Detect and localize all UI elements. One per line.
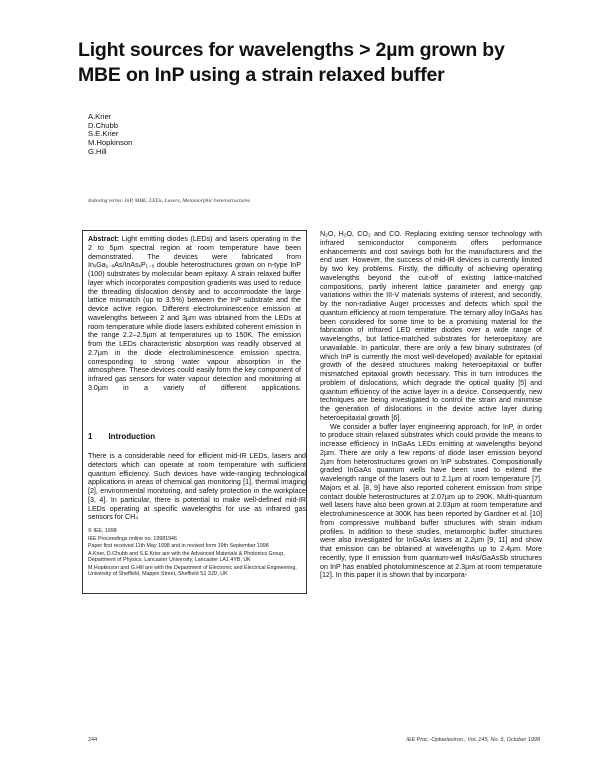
author: A.Krier — [88, 112, 112, 121]
section-number: 1 — [88, 432, 93, 441]
author: D.Chubb — [88, 120, 118, 130]
paper-title: Light sources for wavelengths > 2µm grown by MBE on InP using a strain relaxed buffer — [78, 39, 505, 86]
author: M.Hopkinson — [88, 138, 133, 148]
footnote-doi: IEE Proceedings online no. 19981946 — [88, 535, 177, 542]
intro-column-left — [88, 452, 306, 522]
body-paragraph: We consider a buffer layer engineering approach, for InP, in order to produce strain relaxed substrates which could provide the means to increase efficiency in InGaAs LEDs emitting at wavelengths beyond 2µm. There are only a few reports of diode laser emission beyond 2µm from heterostructures grown on InP substrates. Compositionally graded InGaAs quantum wells have been used to extend the wavelength range of the lasers out to 2.1µm at room temperature [7]. Majors et al. [8, 9] have also reported coherent emission from stripe contact double heterostructures at 2.07µm up to 290K. Multi-quantum well lasers have also been grown at 2.03µm at room temperature and electroluminescence at 300K has been reported by Gardner et al. [10] from compressive multiband buffer structures with strain indium profiles. In addition to these studies, metamorphic buffer structures were also investigated for InGaAs lasers at 2.2µm [9, 11] and show that emission can be obtained at wavelengths up to 2.4µm. More recently, type II emission from quantum-well InAs/GaAsSb structures on InP has enabled photoluminescence at 2.3µm at room temperature [12]. In this paper it is shown that by incorpora- — [320, 422, 542, 580]
page-number: 244 — [88, 737, 98, 743]
abstract-paragraph — [88, 235, 301, 401]
journal-footer: IEE Proc.-Optoelectron., Vol. 145, No. 5, October 1998 — [406, 737, 540, 743]
author: G.Hill — [88, 146, 107, 156]
abstract-label: Abstract: — [88, 235, 120, 243]
section-heading — [88, 432, 171, 441]
author-list — [88, 113, 132, 157]
body-column-right — [320, 230, 542, 580]
body-paragraph: N₂O, H₂O, CO₂ and CO. Replacing existing sensor technology with infrared semiconductor components offers performance enhancements and cost savings both for the manufacturers and the end user. However, the success of mid-IR devices is currently limited by two key problems. Firstly, the difficulty of achieving operating wavelengths beyond the cut-off of existing lattice-matched compositions, partly inherent lattice parameter and energy gap variations within the III-V materials systems of interest, and secondly, by the non-radiative Auger processes and defects which spoil the quantum efficiency at room temperature. The ternary alloy InGaAs has been considered for some time to be a promising material for the fabrication of infrared LED emitter diodes over a wide range of wavelengths, but lattice-matched substrates for heteroepitaxy are unavailable. In particular, there are only a few binary substrates (of which InP is currently the most well-developed) available for epitaxial growth of the desired structures making heteroepitaxial or buffer mismatched epitaxial growth necessary. This in turn introduces the problem of dislocations, which degrade the optical quality [5] and quantum efficiency of the active layer in a device. Consequently, new techniques are being investigated to control the strain and minimise the generation of dislocations in the device active layer during heteroepitaxial growth [6]. — [320, 230, 542, 422]
abstract-text: Light emitting diodes (LEDs) and lasers operating in the 2 to 5µm spectral region at room temperature have been demonstrated. The devices were fabricated from InₓGa₁₋ₓAs/InAsₓP₁₋ₓ double heterostructures grown on n-type InP (100) substrates by molecular beam epitaxy. A strain relaxed buffer layer which incorporates composition gradients was used to reduce the threading dislocation density and to accommodate the large lattice mismatch (up to 3.5%) between the InP substrate and the device active region. Different electroluminescence emission at wavelengths between 2 and 3µm was obtained from the LEDs at room temperature while diode lasers exhibited coherent emission in the range 2.2–2.5µm at temperatures up to 150K. The emission from the LEDs characteristic absorption was readily observed at 2.7µm in the diode electroluminescence emission spectra, corresponding to strong water vapour absorption in the atmosphere. These devices could easily form the key component of infrared gas sensors for water vapour detection and monitoring at 3.0µm in a variety of different applications. — [88, 235, 301, 392]
footnote-affiliation-2: M.Hopkinson and G.Hill are with the Department of Electronic and Electrical Engineering, University of Sheffield, Mappin Street, Sheffield S1 3JD, UK — [88, 564, 297, 577]
footnote-copyright: © IEE, 1998 — [88, 528, 117, 534]
footnote-affiliation-1: A.Krier, D.Chubb and S.E.Krier are with the Advanced Materials & Photonics Group, Department of Physics, Lancaster University, Lancaster LA1 4YB, UK — [88, 550, 285, 563]
author: S.E.Krier — [88, 129, 119, 139]
footnotes — [88, 528, 306, 579]
intro-paragraph: There is a considerable need for efficient mid-IR LEDs, lasers and detectors which can operate at room temperature with sufficient quantum efficiency. Such devices have wide-ranging technological applications in areas of chemical gas monitoring [1], thermal imaging [2], environmental monitoring, and safety protection in the workplace [3, 4]. In particular, there is potential to make well-defined mid-IR LEDs operating at specific wavelengths for use as infrared gas sensors for CH₄ — [88, 452, 306, 522]
footnote-received: Paper first received 11th May 1998 and in revised form 19th September 1998 — [88, 543, 269, 549]
indexing-terms: Indexing terms: InP, MBE, LEDs, Lasers, Metamorphic heterostructures — [88, 198, 251, 204]
section-title: Introduction — [108, 432, 156, 441]
